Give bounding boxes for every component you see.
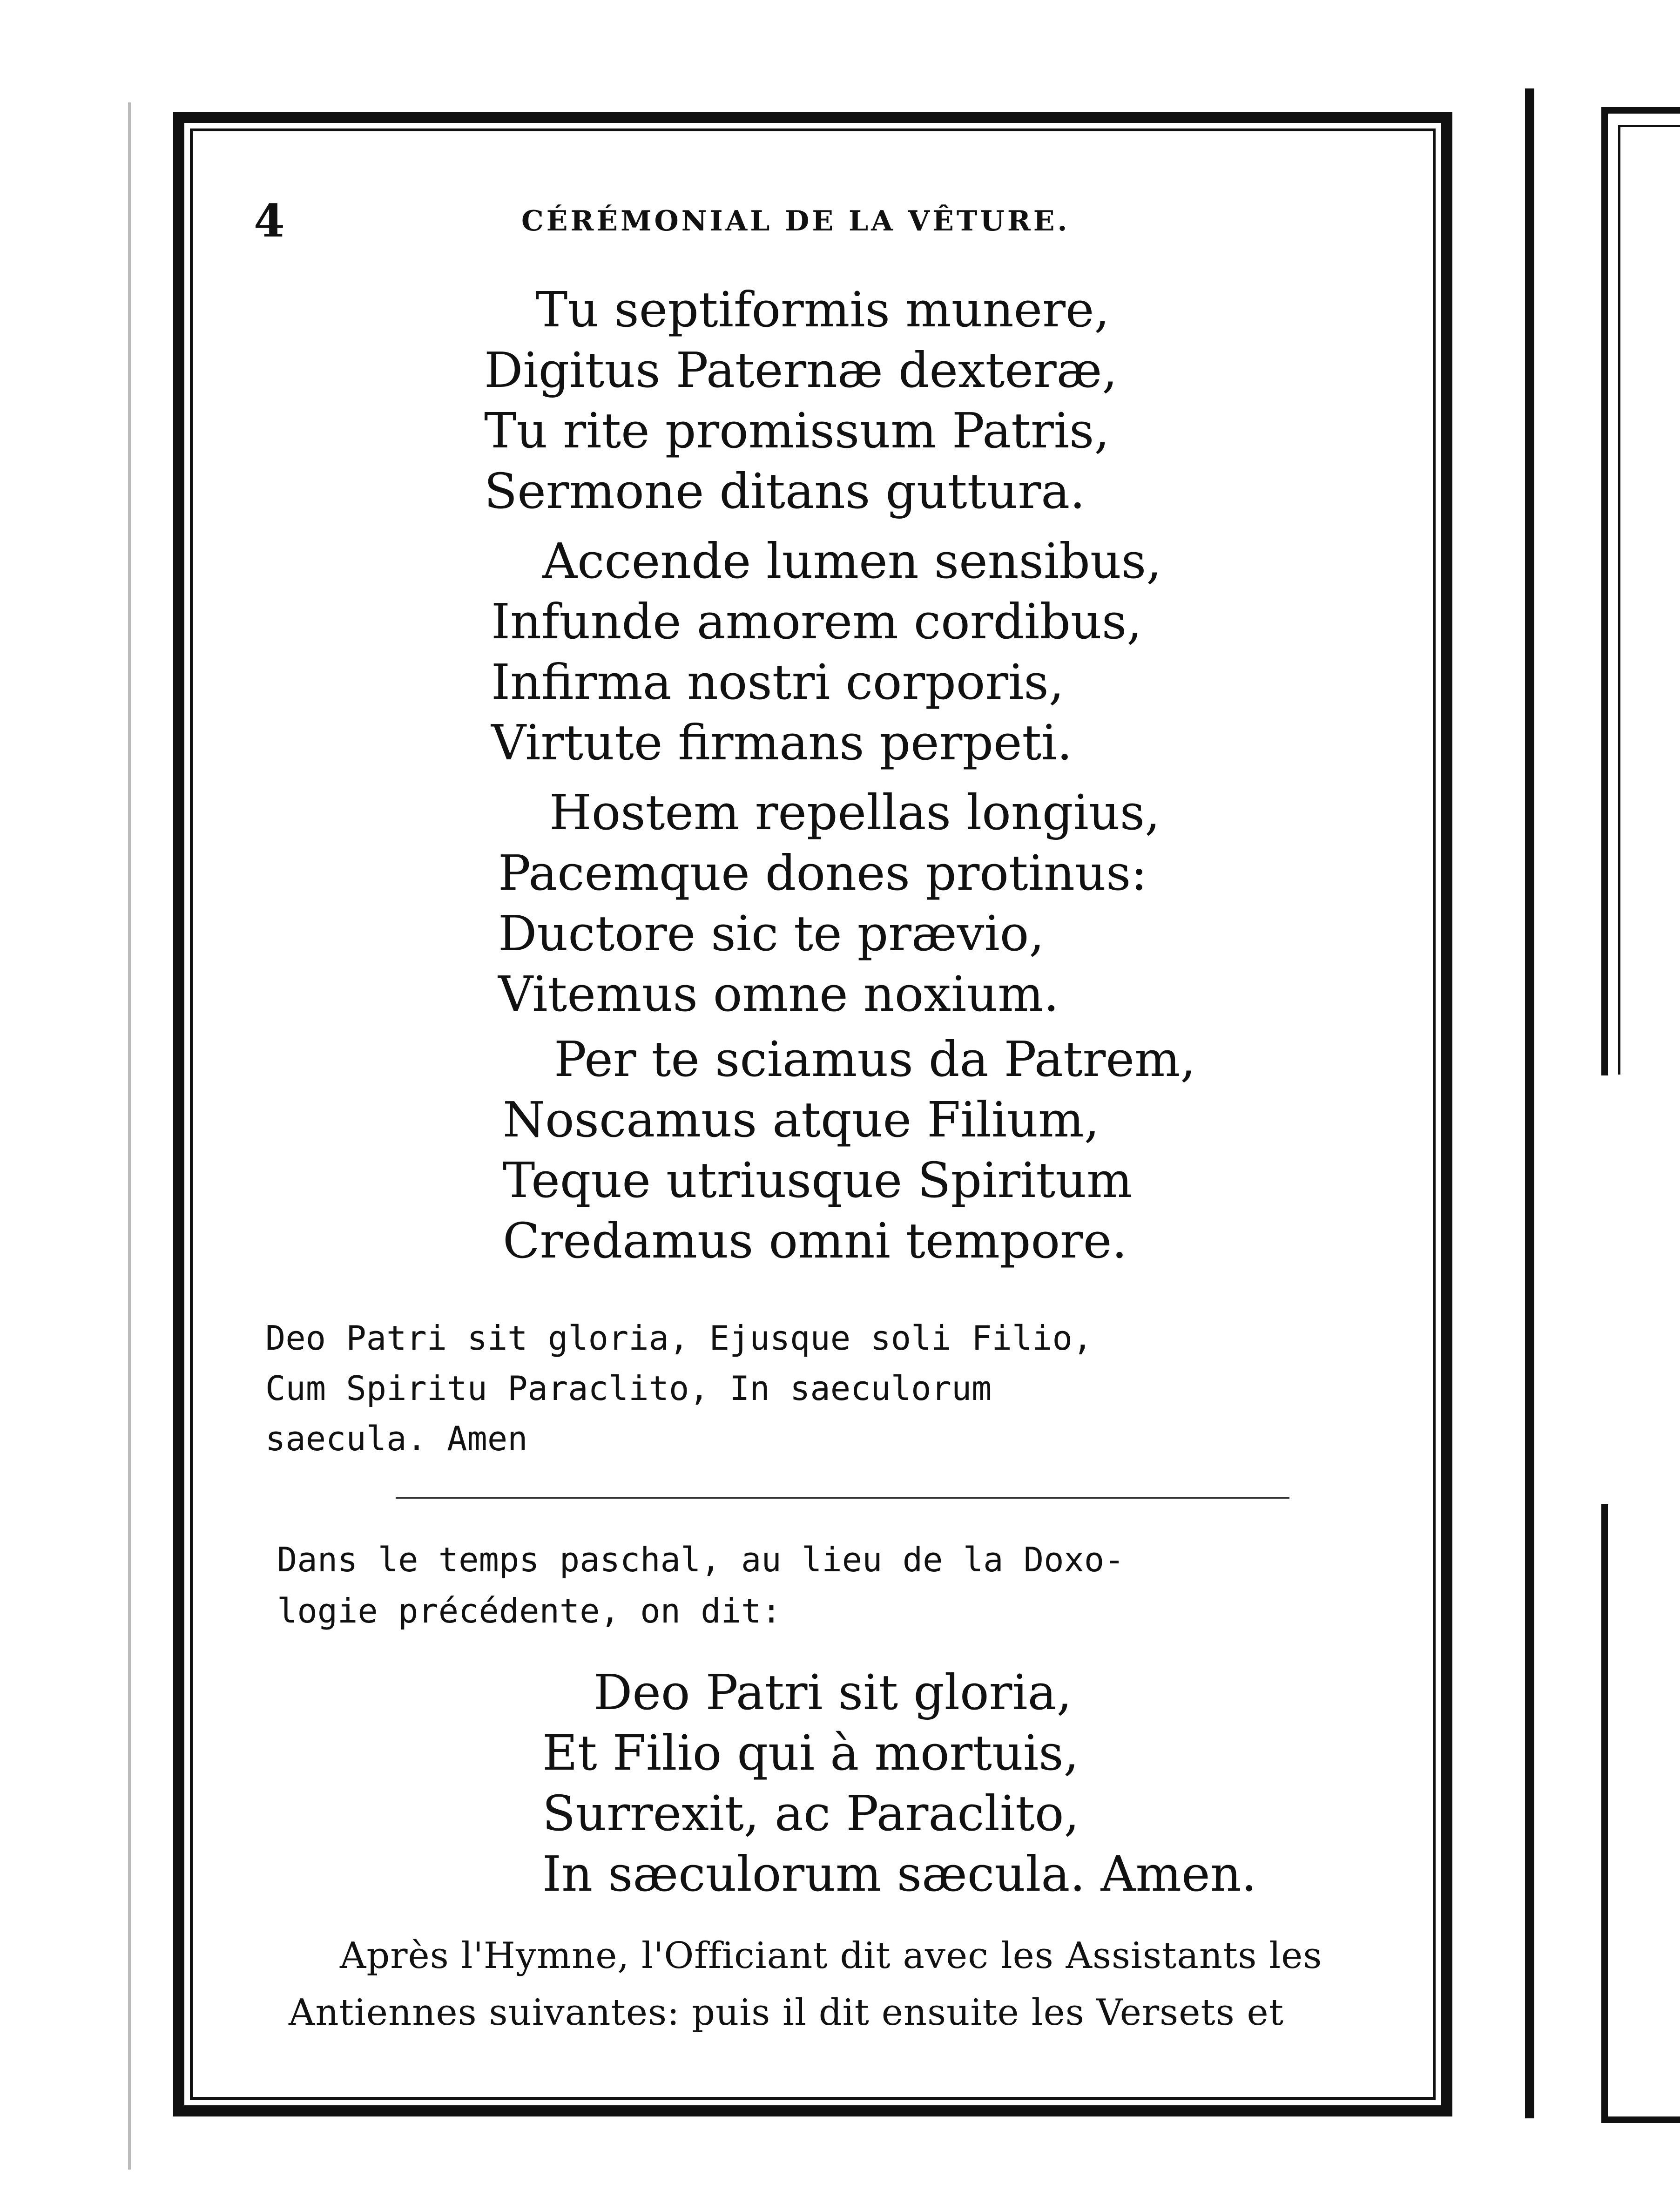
verse-line: Tu rite promissum Patris,	[484, 402, 1110, 459]
page-number: 4	[254, 195, 285, 247]
verse-line: Per te sciamus da Patrem,	[554, 1031, 1196, 1088]
adjacent-page-border-bottom	[1601, 1504, 1680, 2123]
verse-line: Teque utriusque Spiritum	[503, 1152, 1133, 1209]
paschal-note	[277, 1534, 1125, 1636]
verse-line: Noscamus atque Filium,	[503, 1091, 1100, 1148]
verse-line: Infunde amorem cordibus,	[491, 593, 1142, 650]
verse-line: Hostem repellas longius,	[549, 784, 1160, 841]
verse-line: Infirma nostri corporis,	[491, 654, 1064, 710]
hymn-stanza-1	[484, 279, 1117, 521]
verse-line: Digitus Paternæ dexteræ,	[484, 342, 1118, 399]
paste-divider	[396, 1497, 1289, 1499]
verse-line: Sermone ditans guttura.	[484, 463, 1086, 520]
rubric-paragraph	[289, 1927, 1415, 2041]
typed-line: saecula. Amen	[265, 1419, 528, 1458]
typed-line: logie précédente, on dit:	[277, 1591, 782, 1630]
verse-line: In sæculorum sæcula. Amen.	[542, 1846, 1257, 1902]
rubric-line: Après l'Hymne, l'Officiant dit avec les Assistants les	[340, 1935, 1322, 1977]
typed-line: Cum Spiritu Paraclito, In saeculorum	[265, 1369, 992, 1408]
typed-doxology	[265, 1313, 1243, 1464]
verse-line: Credamus omni tempore.	[503, 1212, 1127, 1269]
running-title: CÉRÉMONIAL DE LA VÊTURE.	[521, 205, 1070, 237]
verse-line: Surrexit, ac Paraclito,	[542, 1785, 1080, 1842]
typed-line: Dans le temps paschal, au lieu de la Doxo-	[277, 1540, 1125, 1579]
typed-line: Deo Patri sit gloria, Ejusque soli Filio,	[265, 1318, 1093, 1358]
hymn-stanza-2	[491, 531, 1161, 773]
hymn-stanza-4	[503, 1029, 1196, 1271]
verse-line: Tu septiformis munere,	[535, 281, 1110, 338]
verse-line: Et Filio qui à mortuis,	[542, 1724, 1079, 1781]
verse-line: Ductore sic te prævio,	[498, 905, 1045, 962]
verse-line: Accende lumen sensibus,	[542, 533, 1162, 589]
verse-line: Pacemque dones protinus:	[498, 845, 1147, 901]
scan-left-edge	[128, 102, 131, 2170]
verse-line: Vitemus omne noxium.	[498, 966, 1059, 1022]
rubric-line: Antiennes suivantes: puis il dit ensuite les Versets et	[289, 1992, 1284, 2034]
verse-line: Deo Patri sit gloria,	[594, 1664, 1072, 1721]
adjacent-page-border-inner	[1618, 125, 1680, 1075]
hymn-stanza-3	[498, 782, 1160, 1024]
adjacent-page-edge	[1525, 88, 1534, 2118]
verse-line: Virtute firmans perpeti.	[491, 714, 1073, 771]
paschal-doxology	[542, 1662, 1257, 1904]
